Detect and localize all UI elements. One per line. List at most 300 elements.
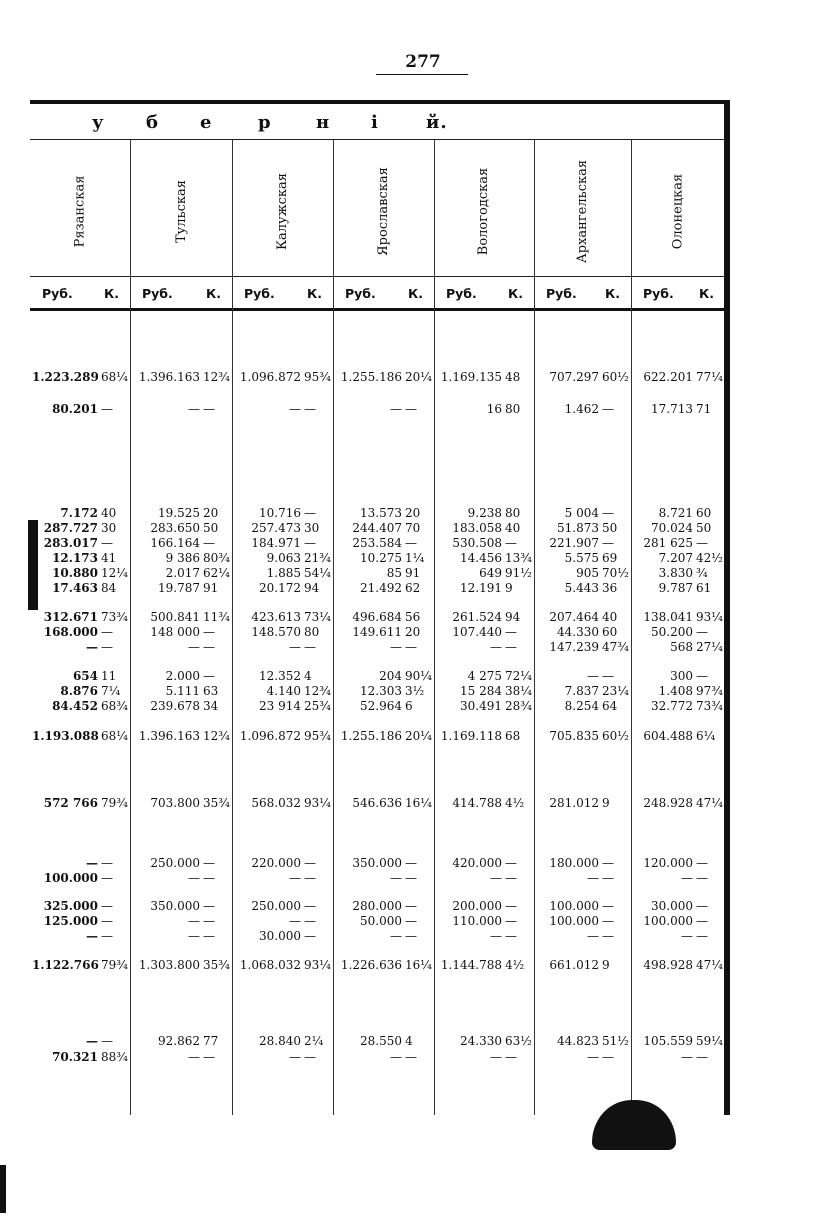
amount-kopecks: — (602, 1050, 614, 1064)
amount-kopecks: — (203, 640, 215, 654)
amount-rubles: — (289, 914, 301, 928)
amount-rubles: 500.841 (150, 610, 200, 624)
amount-kopecks: — (602, 506, 614, 520)
amount-kopecks: — (101, 856, 113, 870)
amount-rubles: 703.800 (150, 796, 200, 810)
amount-kopecks: 93¼ (304, 796, 331, 810)
amount-kopecks: 54¼ (304, 566, 331, 580)
amount-rubles: 905 (576, 566, 599, 580)
amount-kopecks: — (405, 1050, 417, 1064)
amount-kopecks: 23¼ (602, 684, 629, 698)
amount-rubles: 350.000 (352, 856, 402, 870)
amount-rubles: 2.017 (165, 566, 200, 580)
amount-kopecks: — (696, 536, 708, 550)
amount-rubles: 44.330 (557, 625, 599, 639)
amount-rubles: 50.200 (651, 625, 693, 639)
amount-rubles: — (490, 1050, 502, 1064)
title-letter: р (258, 112, 272, 133)
amount-rubles: 4.140 (266, 684, 301, 698)
amount-kopecks: — (203, 402, 215, 416)
amount-kopecks: — (203, 871, 215, 885)
amount-kopecks: 40 (101, 506, 117, 520)
amount-rubles: 166.164 (150, 536, 200, 550)
amount-rubles: — (188, 871, 200, 885)
amount-rubles: 107.440 (452, 625, 502, 639)
unit-rubles: Руб. (643, 286, 674, 301)
amount-rubles: 19.787 (158, 581, 200, 595)
amount-kopecks: — (101, 929, 113, 943)
title-letter: й. (426, 112, 448, 133)
column-header-7 (663, 150, 693, 272)
amount-kopecks: 68 (505, 729, 521, 743)
amount-kopecks: — (203, 929, 215, 943)
amount-rubles: 248.928 (643, 796, 693, 810)
amount-kopecks: — (203, 669, 215, 683)
amount-rubles: 105.559 (643, 1034, 693, 1048)
amount-rubles: 325.000 (43, 899, 98, 913)
title-letter: н (316, 112, 331, 133)
amount-rubles: 8.876 (60, 684, 98, 698)
amount-rubles: 707.297 (549, 370, 599, 384)
amount-kopecks: 50 (203, 521, 219, 535)
amount-rubles: 1.255.186 (340, 729, 402, 743)
unit-kopecks: К. (508, 286, 523, 301)
province-name: Калужская (275, 172, 291, 250)
province-name: Олонецкая (670, 173, 686, 249)
amount-kopecks: — (602, 929, 614, 943)
amount-rubles: 1.303.800 (138, 958, 200, 972)
amount-kopecks: — (203, 899, 215, 913)
column-header-1 (65, 150, 95, 272)
amount-kopecks: 4 (405, 1034, 413, 1048)
amount-kopecks: — (304, 914, 316, 928)
amount-kopecks: 84 (101, 581, 117, 595)
amount-rubles: 7.837 (564, 684, 599, 698)
amount-rubles: 1.096.872 (239, 729, 301, 743)
amount-rubles: — (289, 640, 301, 654)
amount-kopecks: 90¼ (405, 669, 432, 683)
title-letter: і (371, 112, 379, 133)
amount-rubles: 17.463 (52, 581, 98, 595)
amount-kopecks: — (602, 914, 614, 928)
amount-kopecks: — (203, 536, 215, 550)
amount-rubles: — (390, 1050, 402, 1064)
amount-kopecks: 40 (602, 610, 618, 624)
amount-kopecks: 9 (602, 796, 610, 810)
amount-kopecks: — (304, 871, 316, 885)
amount-rubles: 100.000 (643, 914, 693, 928)
amount-rubles: 250.000 (150, 856, 200, 870)
amount-kopecks: — (405, 402, 417, 416)
amount-kopecks: 63 (203, 684, 219, 698)
amount-rubles: 5.575 (564, 551, 599, 565)
amount-kopecks: 77 (203, 1034, 219, 1048)
amount-rubles: 100.000 (549, 914, 599, 928)
amount-rubles: 100.000 (549, 899, 599, 913)
amount-kopecks: 68¾ (101, 699, 128, 713)
amount-kopecks: 20 (405, 625, 421, 639)
amount-kopecks: 69 (602, 551, 618, 565)
amount-rubles: 10.880 (52, 566, 98, 580)
amount-kopecks: — (505, 1050, 517, 1064)
amount-kopecks: — (101, 625, 113, 639)
amount-kopecks: 16¼ (405, 796, 432, 810)
column-divider (534, 140, 535, 1115)
amount-kopecks: — (304, 640, 316, 654)
amount-rubles: 147.239 (549, 640, 599, 654)
amount-kopecks: — (304, 856, 316, 870)
amount-rubles: 1.144.788 (440, 958, 502, 972)
amount-rubles: 568.032 (251, 796, 301, 810)
amount-rubles: 200.000 (452, 899, 502, 913)
amount-kopecks: — (405, 929, 417, 943)
amount-kopecks: 30 (101, 521, 117, 535)
amount-rubles: 654 (72, 669, 98, 683)
unit-rubles: Руб. (142, 286, 173, 301)
amount-kopecks: 36 (602, 581, 618, 595)
amount-kopecks: 61 (696, 581, 712, 595)
amount-rubles: 1.255.186 (340, 370, 402, 384)
amount-kopecks: 50 (696, 521, 712, 535)
amount-kopecks: 12¾ (203, 370, 230, 384)
amount-kopecks: — (304, 506, 316, 520)
amount-rubles: 28.550 (360, 1034, 402, 1048)
amount-rubles: 13.573 (360, 506, 402, 520)
amount-rubles: 70.321 (52, 1050, 98, 1064)
amount-rubles: 622.201 (643, 370, 693, 384)
amount-kopecks: 47¾ (602, 640, 629, 654)
amount-kopecks: — (696, 914, 708, 928)
amount-kopecks: — (405, 640, 417, 654)
unit-kopecks: К. (206, 286, 221, 301)
amount-kopecks: 80¾ (203, 551, 230, 565)
amount-rubles: 20.172 (259, 581, 301, 595)
amount-kopecks: 73¾ (101, 610, 128, 624)
column-divider (631, 140, 632, 1115)
amount-rubles: 21.492 (360, 581, 402, 595)
amount-kopecks: 91 (405, 566, 421, 580)
page-number: 277 (405, 52, 441, 72)
binding-edge-mark (0, 1165, 6, 1213)
amount-rubles: 1.885 (266, 566, 301, 580)
amount-rubles: 1.122.766 (32, 958, 99, 972)
amount-rubles: 50.000 (360, 914, 402, 928)
amount-kopecks: 80 (505, 506, 521, 520)
amount-kopecks: — (505, 871, 517, 885)
amount-rubles: 1.396.163 (138, 729, 200, 743)
amount-kopecks: 51½ (602, 1034, 629, 1048)
amount-rubles: 30.000 (651, 899, 693, 913)
amount-rubles: 661.012 (549, 958, 599, 972)
amount-rubles: 23 914 (259, 699, 301, 713)
amount-kopecks: 93¼ (696, 610, 723, 624)
column-divider (232, 140, 233, 1115)
amount-kopecks: — (304, 402, 316, 416)
amount-kopecks: 34 (203, 699, 219, 713)
amount-kopecks: — (304, 536, 316, 550)
amount-rubles: 17.713 (651, 402, 693, 416)
amount-rubles: 168.000 (43, 625, 98, 639)
amount-kopecks: 70½ (602, 566, 629, 580)
amount-kopecks: 9 (505, 581, 513, 595)
amount-kopecks: 47¼ (696, 958, 723, 972)
amount-kopecks: — (696, 929, 708, 943)
amount-kopecks: 95¾ (304, 370, 331, 384)
amount-rubles: 9 386 (165, 551, 200, 565)
amount-kopecks: — (602, 871, 614, 885)
amount-rubles: — (587, 871, 599, 885)
amount-rubles: 1.193.088 (32, 729, 99, 743)
amount-kopecks: 41 (101, 551, 117, 565)
amount-kopecks: 60 (696, 506, 712, 520)
amount-kopecks: 13¾ (505, 551, 532, 565)
binding-edge-mark (28, 520, 38, 610)
province-name: Вологодская (476, 167, 492, 255)
amount-rubles: 287.727 (43, 521, 98, 535)
amount-rubles: — (188, 640, 200, 654)
amount-rubles: — (188, 914, 200, 928)
amount-kopecks: — (405, 871, 417, 885)
amount-kopecks: — (696, 856, 708, 870)
amount-kopecks: 6 (405, 699, 413, 713)
amount-rubles: 4 275 (467, 669, 502, 683)
amount-kopecks: 77¼ (696, 370, 723, 384)
amount-rubles: — (681, 871, 693, 885)
amount-kopecks: 60½ (602, 729, 629, 743)
amount-kopecks: 20 (203, 506, 219, 520)
amount-kopecks: 7¼ (101, 684, 121, 698)
amount-rubles: 92.862 (158, 1034, 200, 1048)
amount-rubles: 350.000 (150, 899, 200, 913)
title-letter: у (92, 112, 105, 133)
amount-kopecks: — (304, 899, 316, 913)
amount-rubles: 568 (670, 640, 693, 654)
amount-rubles: 253.584 (352, 536, 402, 550)
amount-rubles: 125.000 (43, 914, 98, 928)
amount-kopecks: — (602, 402, 614, 416)
amount-kopecks: — (203, 914, 215, 928)
amount-kopecks: 11¾ (203, 610, 230, 624)
amount-rubles: — (86, 1034, 98, 1048)
amount-rubles: 12.191 (460, 581, 502, 595)
title-letter: б (146, 112, 160, 133)
amount-kopecks: 59¼ (696, 1034, 723, 1048)
amount-kopecks: 42½ (696, 551, 723, 565)
amount-kopecks: 4½ (505, 796, 525, 810)
amount-kopecks: — (696, 625, 708, 639)
amount-kopecks: — (505, 625, 517, 639)
amount-rubles: — (86, 856, 98, 870)
amount-rubles: 705.835 (549, 729, 599, 743)
unit-kopecks: К. (307, 286, 322, 301)
amount-rubles: 250.000 (251, 899, 301, 913)
amount-kopecks: — (101, 640, 113, 654)
amount-rubles: 110.000 (452, 914, 502, 928)
column-header-2 (166, 150, 196, 272)
unit-kopecks: К. (605, 286, 620, 301)
amount-rubles: 649 (479, 566, 502, 580)
amount-kopecks: — (505, 536, 517, 550)
amount-kopecks: 27¼ (696, 640, 723, 654)
amount-kopecks: 48 (505, 370, 521, 384)
amount-rubles: 100.000 (43, 871, 98, 885)
amount-rubles: — (490, 871, 502, 885)
amount-kopecks: 62¼ (203, 566, 230, 580)
column-header-4 (369, 150, 399, 272)
unit-kopecks: К. (104, 286, 119, 301)
amount-rubles: 1.226.636 (340, 958, 402, 972)
amount-kopecks: 94 (505, 610, 521, 624)
amount-kopecks: 9 (602, 958, 610, 972)
column-divider (434, 140, 435, 1115)
amount-kopecks: 4½ (505, 958, 525, 972)
amount-rubles: 9.238 (467, 506, 502, 520)
title-letter: е (200, 112, 213, 133)
amount-rubles: 51.873 (557, 521, 599, 535)
amount-kopecks: — (101, 914, 113, 928)
amount-rubles: 8.254 (564, 699, 599, 713)
amount-kopecks: — (405, 856, 417, 870)
amount-kopecks: 73¾ (696, 699, 723, 713)
amount-rubles: 15 284 (460, 684, 502, 698)
unit-rubles: Руб. (446, 286, 477, 301)
amount-kopecks: 73¼ (304, 610, 331, 624)
amount-kopecks: 12¾ (304, 684, 331, 698)
amount-rubles: 281.012 (549, 796, 599, 810)
amount-rubles: — (188, 929, 200, 943)
amount-rubles: 1.408 (658, 684, 693, 698)
amount-rubles: 5.443 (564, 581, 599, 595)
amount-rubles: 148 000 (150, 625, 200, 639)
amount-kopecks: 97¾ (696, 684, 723, 698)
amount-kopecks: 20 (405, 506, 421, 520)
amount-rubles: 1.223.289 (32, 370, 99, 384)
amount-kopecks: — (696, 669, 708, 683)
amount-rubles: 52.964 (360, 699, 402, 713)
amount-kopecks: — (203, 1050, 215, 1064)
amount-kopecks: — (101, 1034, 113, 1048)
amount-kopecks: 35¾ (203, 796, 230, 810)
amount-kopecks: 80 (505, 402, 521, 416)
province-name: Рязанская (72, 175, 88, 247)
amount-kopecks: — (505, 640, 517, 654)
amount-rubles: 7.172 (60, 506, 98, 520)
amount-kopecks: 12¾ (203, 729, 230, 743)
amount-kopecks: 60 (602, 625, 618, 639)
amount-kopecks: 93¼ (304, 958, 331, 972)
amount-kopecks: 72¼ (505, 669, 532, 683)
amount-rubles: 5 004 (564, 506, 599, 520)
province-name: Архангельская (575, 159, 590, 263)
amount-kopecks: 21¾ (304, 551, 331, 565)
unit-rubles: Руб. (244, 286, 275, 301)
amount-kopecks: — (505, 914, 517, 928)
amount-kopecks: 11 (101, 669, 117, 683)
amount-kopecks: — (405, 536, 417, 550)
amount-rubles: 498.928 (643, 958, 693, 972)
amount-kopecks: 50 (602, 521, 618, 535)
amount-rubles: 148.570 (251, 625, 301, 639)
amount-kopecks: 88¾ (101, 1050, 128, 1064)
amount-rubles: 312.671 (43, 610, 98, 624)
amount-kopecks: 12¼ (101, 566, 128, 580)
amount-kopecks: 68¼ (101, 729, 128, 743)
amount-rubles: 8.721 (658, 506, 693, 520)
column-header-5 (469, 150, 499, 272)
amount-rubles: 30.491 (460, 699, 502, 713)
amount-rubles: 283.017 (43, 536, 98, 550)
amount-rubles: — (188, 1050, 200, 1064)
amount-kopecks: — (101, 871, 113, 885)
amount-kopecks: 20¼ (405, 729, 432, 743)
amount-rubles: 24.330 (460, 1034, 502, 1048)
amount-kopecks: 95¾ (304, 729, 331, 743)
amount-rubles: 9.787 (658, 581, 693, 595)
amount-rubles: 16 (486, 402, 502, 416)
amount-rubles: 546.636 (352, 796, 402, 810)
amount-rubles: — (390, 402, 402, 416)
column-header-6 (568, 150, 598, 272)
amount-kopecks: 60½ (602, 370, 629, 384)
units-divider (30, 308, 725, 311)
amount-rubles: — (490, 929, 502, 943)
amount-rubles: 1.169.135 (440, 370, 502, 384)
amount-rubles: 44.823 (557, 1034, 599, 1048)
amount-kopecks: 1¼ (405, 551, 425, 565)
amount-kopecks: — (101, 536, 113, 550)
amount-rubles: 32.772 (651, 699, 693, 713)
column-divider (130, 140, 131, 1115)
amount-rubles: 80.201 (52, 402, 98, 416)
amount-rubles: — (681, 1050, 693, 1064)
amount-kopecks: 62 (405, 581, 421, 595)
amount-rubles: 572 766 (43, 796, 98, 810)
amount-kopecks: — (505, 929, 517, 943)
amount-kopecks: 91½ (505, 566, 532, 580)
amount-kopecks: ¾ (696, 566, 708, 580)
amount-kopecks: — (101, 402, 113, 416)
amount-kopecks: — (203, 625, 215, 639)
amount-rubles: — (289, 871, 301, 885)
amount-rubles: 414.788 (452, 796, 502, 810)
unit-rubles: Руб. (42, 286, 73, 301)
amount-rubles: 261.524 (452, 610, 502, 624)
amount-rubles: — (587, 669, 599, 683)
header-divider (30, 276, 725, 277)
amount-rubles: 244.407 (352, 521, 402, 535)
amount-rubles: 12.173 (52, 551, 98, 565)
amount-kopecks: — (602, 536, 614, 550)
amount-rubles: 149.611 (352, 625, 402, 639)
amount-kopecks: — (304, 929, 316, 943)
amount-rubles: 423.613 (251, 610, 301, 624)
amount-rubles: 183.058 (452, 521, 502, 535)
province-name: Тульская (173, 179, 189, 243)
amount-rubles: 7.207 (658, 551, 693, 565)
amount-rubles: 239.678 (150, 699, 200, 713)
unit-kopecks: К. (408, 286, 423, 301)
amount-rubles: — (390, 871, 402, 885)
amount-kopecks: 6¼ (696, 729, 716, 743)
amount-kopecks: 91 (203, 581, 219, 595)
amount-rubles: 28.840 (259, 1034, 301, 1048)
table-title-row (30, 106, 725, 140)
amount-rubles: 10.275 (360, 551, 402, 565)
amount-rubles: — (390, 640, 402, 654)
amount-kopecks: 94 (304, 581, 320, 595)
unit-rubles: Руб. (546, 286, 577, 301)
amount-rubles: 420.000 (452, 856, 502, 870)
